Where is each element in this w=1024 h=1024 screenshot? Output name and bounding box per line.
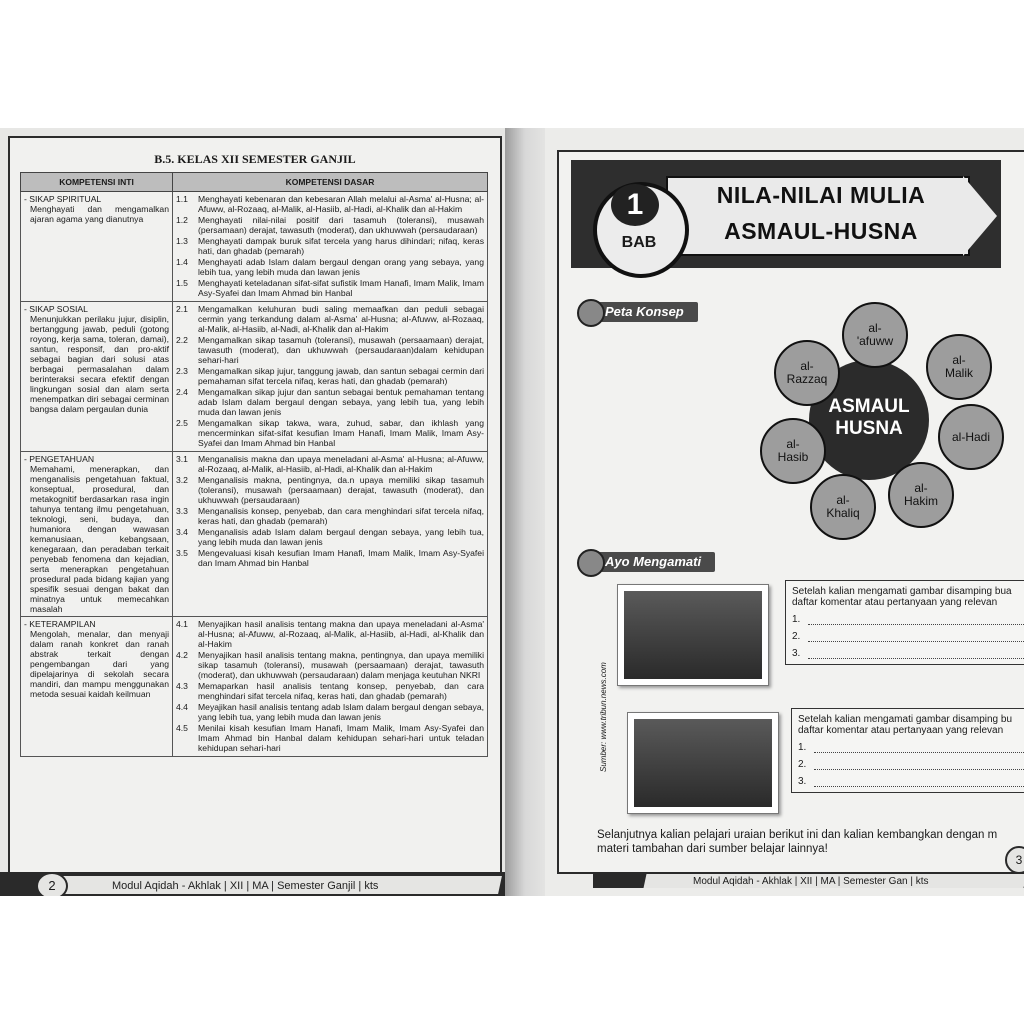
kd-number: 2.1 (176, 304, 188, 314)
kd-cell (173, 302, 488, 452)
kd-item (176, 335, 484, 365)
competency-row (21, 302, 488, 452)
ki-description: Menghayati dan mengamalkan ajaran agama yang dianutnya (30, 204, 169, 224)
ki-cell (21, 302, 173, 452)
kd-text: Menyajikan hasil analisis tentang makna dan upaya meneladani al-Asma' al-Husna; al-Afuww, al-Rozaaq, al-Malik, al-Hasiib, al-Hadi, al-Khalik dan al-Hakim (198, 619, 484, 649)
header-ki: KOMPETENSI INTI (21, 173, 173, 192)
kd-number: 3.2 (176, 475, 188, 485)
kd-item (176, 723, 484, 753)
ayo-mengamati-label: Ayo Mengamati (605, 554, 702, 569)
bab-number: 1 (611, 184, 659, 226)
concept-node-razzaq: al- Razzaq (774, 340, 840, 406)
q2-line-1-number: 1. (798, 742, 807, 753)
left-page (0, 128, 510, 896)
left-page-number: 2 (36, 872, 68, 896)
kd-item (176, 650, 484, 680)
q1-line-1-number: 1. (792, 614, 801, 625)
kd-number: 1.2 (176, 215, 188, 225)
competency-row (21, 192, 488, 302)
kd-number: 4.2 (176, 650, 188, 660)
photo-1-image (624, 591, 762, 679)
q1-line-2-number: 2. (792, 631, 801, 642)
kd-text: Menganalisis adab Islam dalam bergaul dengan sebaya, yang lebih tua, yang lebih muda dan lawan jenis (198, 527, 484, 547)
kd-text: Menghayati dampak buruk sifat tercela yang harus dihindari; nifaq, keras hati, dan ghadab (pemarah) (198, 236, 484, 256)
ki-heading: - SIKAP SOSIAL (24, 304, 88, 314)
competency-table (20, 172, 488, 757)
ki-cell (21, 452, 173, 617)
kd-item (176, 527, 484, 547)
kd-cell (173, 192, 488, 302)
kd-text: Mengamalkan sikap jujur, tanggung jawab, dan santun sebagai cermin dari pemahaman sifat tercela nifaq, keras hati, dan ghadab (pemarah) (198, 366, 484, 386)
concept-node-hasib: al- Hasib (760, 418, 826, 484)
concept-node-khaliq: al- Khaliq (810, 474, 876, 540)
photo-2-image (634, 719, 772, 807)
kd-text: Memaparkan hasil analisis tentang konsep, penyebab, dan cara menghindari sifat tercela nifaq, keras hati, dan ghadab (pemarah) (198, 681, 484, 701)
competency-row (21, 452, 488, 617)
kd-text: Menghayati kebenaran dan kebesaran Allah melalui al-Asma' al-Husna; al-Afuww, al-Rozaaq, al-Malik, al-Hasiib, al-Hadi, al-Khalik dan al-Hakim (198, 194, 484, 214)
concept-map (754, 302, 1024, 542)
q2-answer-line-2[interactable] (814, 759, 1024, 770)
chapter-title-line1: NILA-NILAI MULIA (716, 182, 926, 208)
kd-number: 3.1 (176, 454, 188, 464)
kd-item (176, 236, 484, 256)
ki-cell (21, 192, 173, 302)
kd-number: 2.4 (176, 387, 188, 397)
kd-text: Mengamalkan sikap tasamuh (toleransi), musawah (persaamaan) derajat, tawasuth (moderat), dan ukhuwwah (persaudaraan)dalam kehidupan sehari-hari (198, 335, 484, 365)
ki-cell (21, 617, 173, 757)
kd-item (176, 454, 484, 474)
kd-text: Meyajikan hasil analisis tentang adab Islam dalam bergaul dengan sebaya, yang lebih tua, yang lebih muda dan lawan jenis (198, 702, 484, 722)
mascot-icon (577, 299, 605, 327)
ki-description: Memahami, menerapkan, dan menganalisis pengetahuan faktual, konseptual, prosedural, dan metakognitif berdasarkan rasa ingin tahunya tentang ilmu pengetahuan, teknologi, seni, budaya, dan humaniora dengan wawasan kemanusiaan, kebangsaan, kenegaraan, dan peradaban terkait penyebab fenomena dan kejadian, serta menerapkan pengetahuan prosedural pada bidang kajian yang spesifik sesuai dengan bakat dan minatnya untuk memecahkan masalah (30, 464, 169, 614)
kd-text: Mengamalkan keluhuran budi saling memaafkan dan peduli sebagai cermin yang terkandung dalam al-Asma' al-Husna; al-Afuww, al-Rozaaq, al-Malik, al-Hasiib, al-Nadi, al-Khalik dan al-Hakim (198, 304, 484, 334)
peta-konsep-tag (581, 302, 698, 322)
kd-number: 4.1 (176, 619, 188, 629)
concept-node-hakim: al- Hakim (888, 462, 954, 528)
kd-text: Mengamalkan sikap jujur dan santun sebagai bentuk pemahaman tentang adab Islam dalam bergaul dengan sebaya, yang lebih tua, yang lebih muda dan lawan jenis (198, 387, 484, 417)
kd-text: Menganalisis makna dan upaya meneladani al-Asma' al-Husna; al-Afuww, al-Rozaaq, al-Malik, al-Hasiib, al-Hadi, al-Khalik dan al-Hakim (198, 454, 484, 474)
photo-source: Sumber: www.tribun.news.com (599, 662, 608, 772)
kd-item (176, 194, 484, 214)
left-page-title: B.5. KELAS XII SEMESTER GANJIL (154, 152, 356, 166)
question-1-intro: Setelah kalian mengamati gambar disamping bua daftar komentar atau pertanyaan yang relevan (792, 586, 1012, 608)
question-box-2 (791, 708, 1024, 793)
ki-description: Mengolah, menalar, dan menyaji dalam ranah konkret dan ranah abstrak terkait dengan pengembangan dari yang dipelajarinya di sekolah secara mandiri, dan mampu menggunakan metoda sesuai kaidah keilmuan (30, 629, 169, 699)
kd-number: 3.5 (176, 548, 188, 558)
concept-node-malik: al- Malik (926, 334, 992, 400)
kd-cell (173, 617, 488, 757)
kd-number: 1.5 (176, 278, 188, 288)
header-kd: KOMPETENSI DASAR (173, 173, 488, 192)
concept-node-hadi: al-Hadi (938, 404, 1004, 470)
right-page (545, 128, 1024, 896)
kd-item (176, 475, 484, 505)
kd-text: Menganalisis konsep, penyebab, dan cara menghindari sifat tercela nifaq, keras hati, dan ghadab (pemarah) (198, 506, 484, 526)
concept-node-afuww: al- 'afuww (842, 302, 908, 368)
ki-heading: - KETERAMPILAN (24, 619, 96, 629)
left-footer-text: Modul Aqidah - Akhlak | XII | MA | Semester Ganjil | kts (112, 880, 379, 892)
right-page-number: 3 (1005, 846, 1024, 874)
peta-konsep-label: Peta Konsep (605, 304, 684, 319)
right-footer-text: Modul Aqidah - Akhlak | XII | MA | Semester Gan | kts (693, 876, 929, 887)
mascot-icon (577, 549, 605, 577)
q1-answer-line-1[interactable] (808, 614, 1024, 625)
kd-number: 4.5 (176, 723, 188, 733)
q2-answer-line-1[interactable] (814, 742, 1024, 753)
kd-item (176, 304, 484, 334)
kd-text: Mengamalkan sikap takwa, wara, zuhud, sabar, dan ikhlash yang mencerminkan sifat-sifat kesufian Imam Hanafi, Imam Malik, Imam Asy-Syafei dan Imam Ahmad bin Hanbal (198, 418, 484, 448)
kd-number: 4.4 (176, 702, 188, 712)
kd-text: Menyajikan hasil analisis tentang makna, pentingnya, dan upaya memiliki sikap tasamuh (toleransi), musawah (persaamaan) derajat, tawasuth (moderat), dan ukhuwwah (persaudaraan) dalam menjaga keutuhan NKRI (198, 650, 484, 680)
book-scan (0, 128, 1024, 896)
kd-text: Mengevaluasi kisah kesufian Imam Hanafi, Imam Malik, Imam Asy-Syafei dan Imam Ahmad bin Hanbal (198, 548, 484, 568)
q2-answer-line-3[interactable] (814, 776, 1024, 787)
kd-text: Menilai kisah kesufian Imam Hanafi, Imam Malik, Imam Asy-Syafei dan Imam Ahmad bin Hanbal dalam kehidupan sehari-hari untuk teladan kehidupan sehari-hari (198, 723, 484, 753)
ayo-mengamati-tag (581, 552, 715, 572)
kd-item (176, 366, 484, 386)
kd-item (176, 548, 484, 568)
q1-line-3-number: 3. (792, 648, 801, 659)
kd-item (176, 387, 484, 417)
kd-number: 4.3 (176, 681, 188, 691)
kd-number: 2.3 (176, 366, 188, 376)
right-page-frame (557, 150, 1024, 874)
chapter-banner (571, 160, 1001, 268)
q2-line-3-number: 3. (798, 776, 807, 787)
kd-number: 2.5 (176, 418, 188, 428)
kd-text: Menghayati nilai-nilai positif dari tasamuh (toleransi), musawah (persamaan) derajat, tawasuth (moderat), dan ukhuwwah (persaudaraan) (198, 215, 484, 235)
ki-description: Menunjukkan perilaku jujur, disiplin, bertanggung jawab, peduli (gotong royong, kerja sama, toleran, damai), santun, responsif, dan pro-aktif sebagai bagian dari solusi atas berbagai permasalahan dalam berinteraksi secara efektif dengan lingkungan sosial dan alam serta menempatkan diri sebagai cerminan bangsa dalam pergaulan dunia (30, 314, 169, 414)
kd-item (176, 619, 484, 649)
question-box-1 (785, 580, 1024, 665)
ki-heading: - PENGETAHUAN (24, 454, 95, 464)
ki-heading: - SIKAP SPIRITUAL (24, 194, 102, 204)
q2-line-2-number: 2. (798, 759, 807, 770)
kd-cell (173, 452, 488, 617)
banner-arrow-shape (963, 176, 997, 256)
kd-item (176, 215, 484, 235)
q1-answer-line-2[interactable] (808, 631, 1024, 642)
concept-center-line1: ASMAUL (828, 396, 910, 417)
kd-text: Menghayati adab Islam dalam bergaul dengan orang yang sebaya, yang lebih tua, yang lebih muda dan lawan jenis (198, 257, 484, 277)
kd-number: 1.4 (176, 257, 188, 267)
chapter-title-line2: ASMAUL-HUSNA (724, 218, 918, 244)
kd-number: 2.2 (176, 335, 188, 345)
kd-text: Menganalisis makna, pentingnya, da.n upaya memiliki sikap tasamuh (toleransi), musawah (persaamaan) derajat, tawasuth (moderat), dan ukhuwwah (persaudaraan) (198, 475, 484, 505)
q1-answer-line-3[interactable] (808, 648, 1024, 659)
kd-item (176, 681, 484, 701)
kd-number: 1.1 (176, 194, 188, 204)
bab-label: BAB (621, 234, 657, 251)
instruction-note: Selanjutnya kalian pelajari uraian berikut ini dan kalian kembangkan dengan m materi tambahan dari sumber belajar lainnya! (597, 829, 998, 855)
concept-center-line2: HUSNA (835, 418, 903, 439)
left-page-frame (8, 136, 502, 878)
kd-number: 3.3 (176, 506, 188, 516)
kd-item (176, 702, 484, 722)
kd-item (176, 506, 484, 526)
kd-item (176, 278, 484, 298)
competency-row (21, 617, 488, 757)
observation-photo-2 (627, 712, 779, 814)
kd-number: 1.3 (176, 236, 188, 246)
kd-number: 3.4 (176, 527, 188, 537)
kd-text: Menghayati keteladanan sifat-sifat sufistik Imam Hanafi, Imam Malik, Imam Asy-Syafei dan Imam Ahmad bin Hanbal (198, 278, 484, 298)
question-2-intro: Setelah kalian mengamati gambar disamping bu daftar komentar atau pertanyaan yang relevan (798, 714, 1013, 736)
observation-photo-1 (617, 584, 769, 686)
kd-item (176, 418, 484, 448)
kd-item (176, 257, 484, 277)
